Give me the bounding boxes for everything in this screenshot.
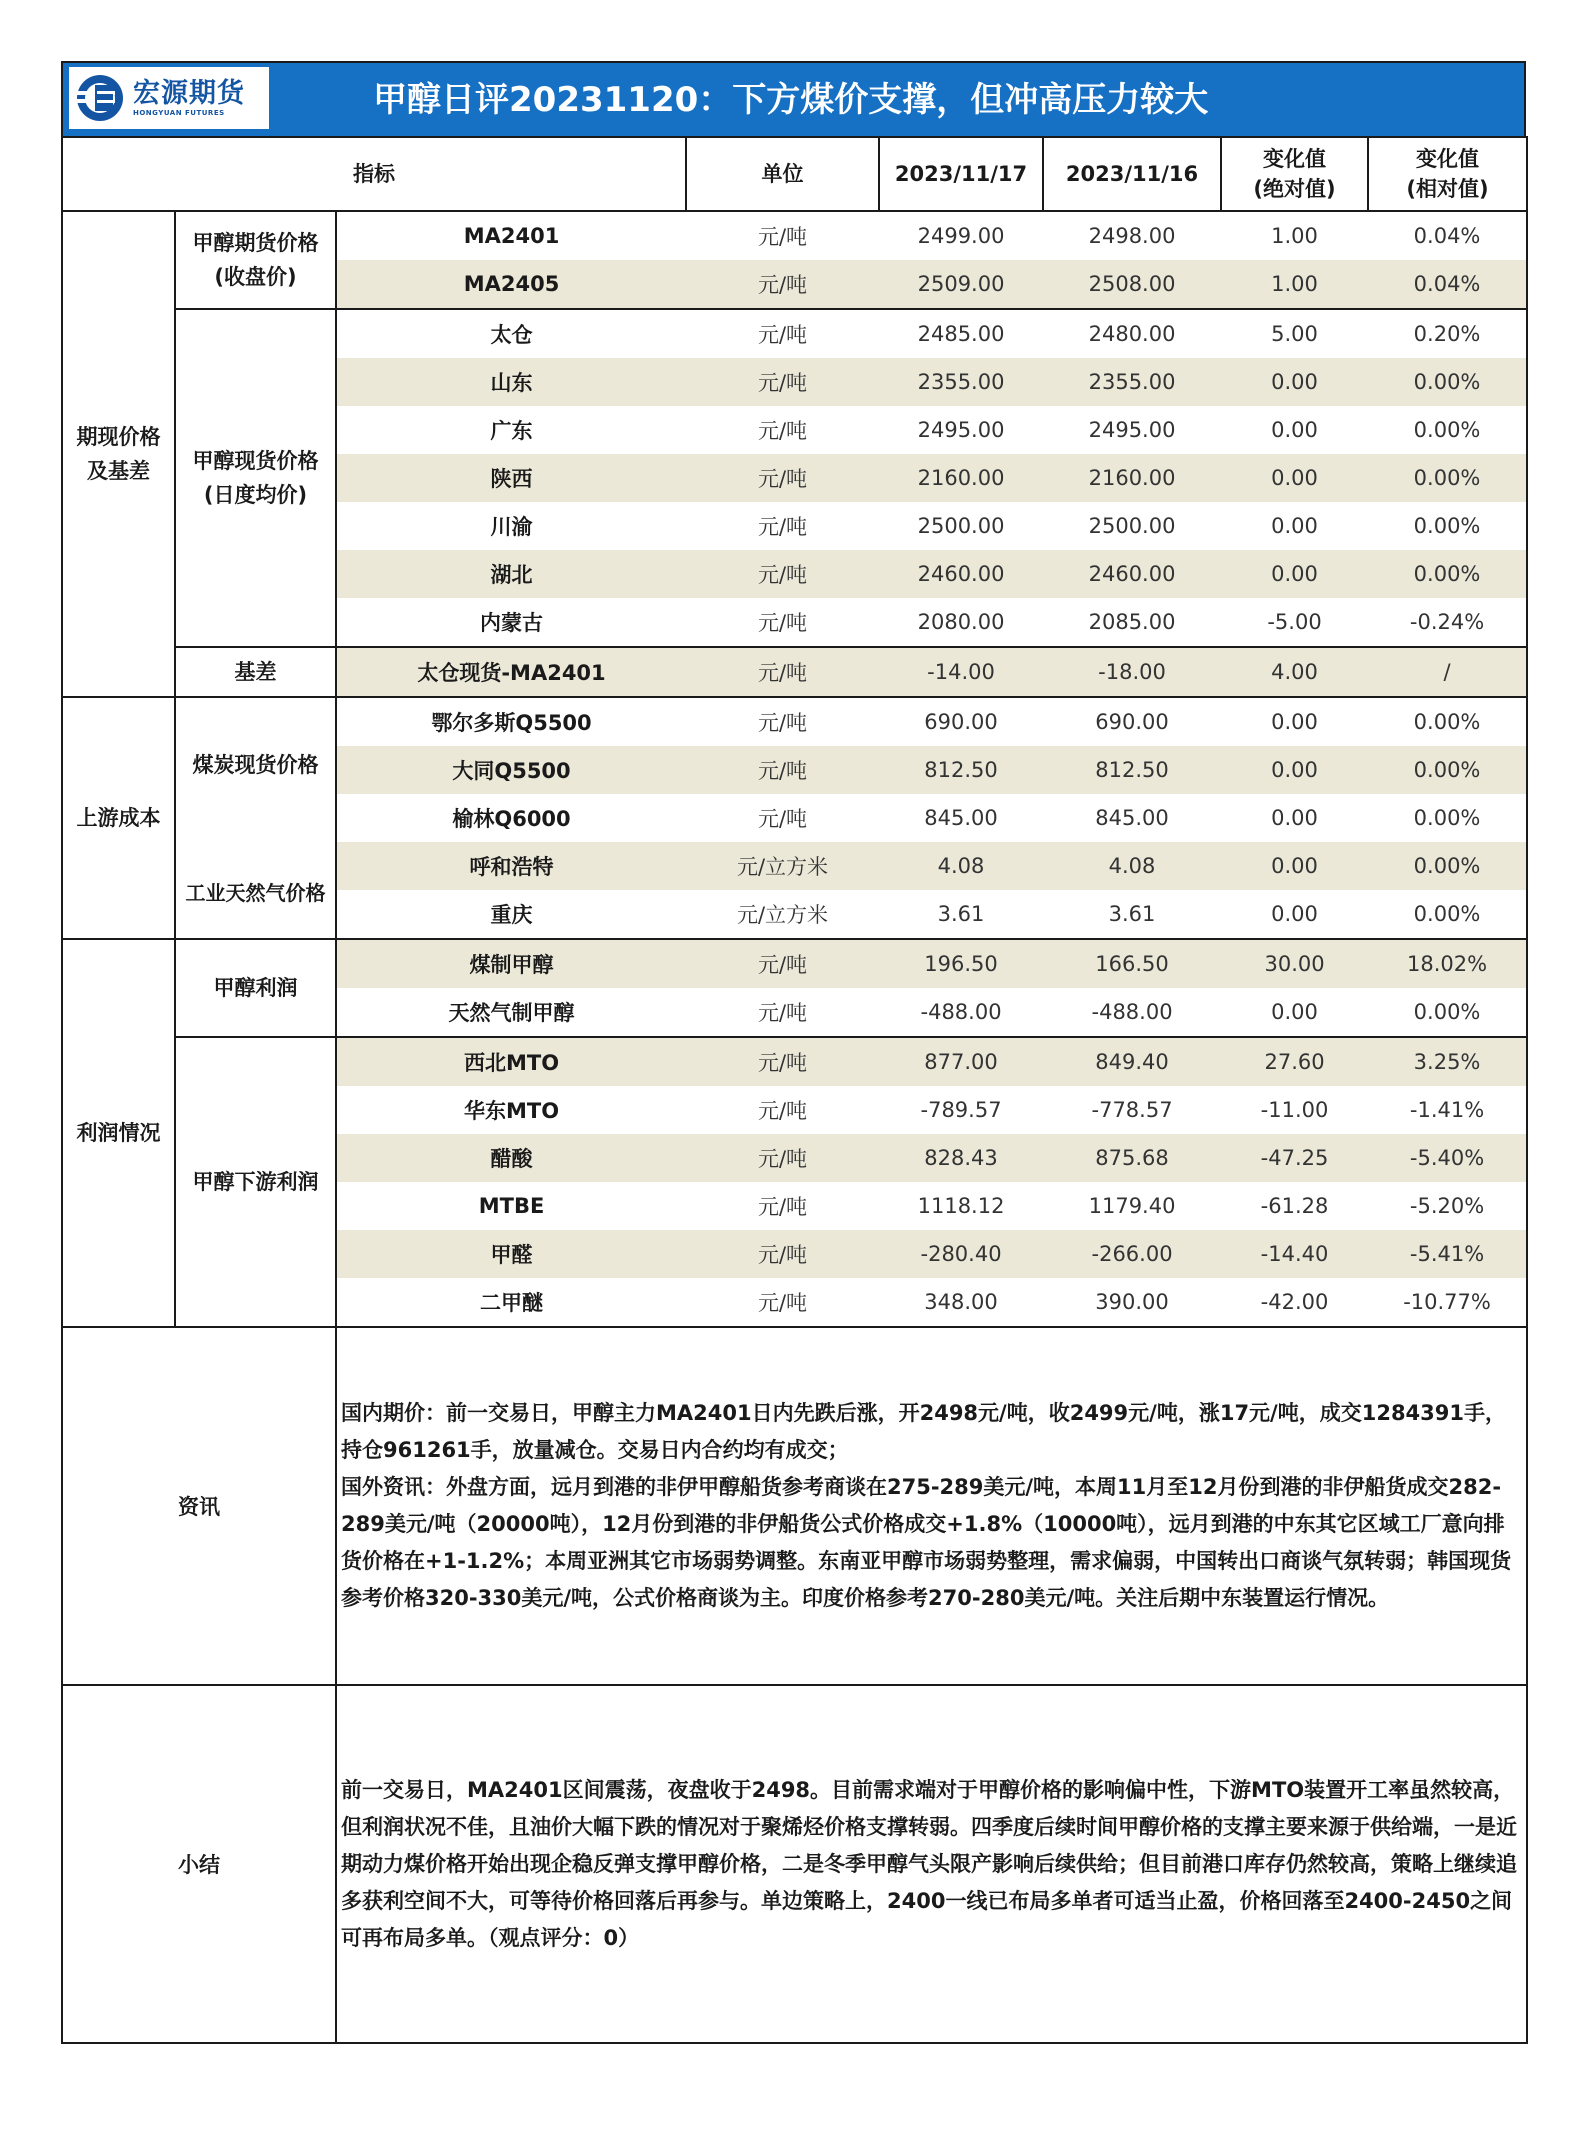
group-upstream-cost [62, 697, 175, 939]
row-unit: 元/吨 [686, 1037, 879, 1086]
row-unit: 元/吨 [686, 550, 879, 598]
row-unit: 元/吨 [686, 358, 879, 406]
row-value-date1: 348.00 [879, 1278, 1043, 1327]
row-indicator: 太仓现货-MA2401 [336, 647, 686, 697]
table-row [62, 1037, 1527, 1086]
col-change-rel [1368, 137, 1527, 211]
row-change-abs: 1.00 [1221, 211, 1368, 260]
row-value-date1: 1118.12 [917, 1194, 1005, 1218]
group-basis-label-1: 基差 [234, 660, 277, 684]
row-indicator: MA2405 [336, 260, 686, 309]
group-spot-price [175, 309, 336, 647]
row-change-abs: -61.28 [1260, 1194, 1329, 1218]
row-unit: 元/吨 [686, 939, 879, 988]
row-change-abs: 0.00 [1271, 514, 1318, 538]
row-change-abs: 0.00 [1221, 550, 1368, 598]
group-upstream-cost-label-1: 上游成本 [76, 806, 161, 830]
row-change-abs: 30.00 [1221, 939, 1368, 988]
row-value-date2: 2160.00 [1043, 454, 1221, 502]
row-change-rel: 0.00% [1368, 988, 1527, 1037]
row-change-rel: 0.00% [1368, 697, 1527, 746]
row-value-date2: 849.40 [1043, 1037, 1221, 1086]
row-value-date1: 812.50 [879, 746, 1043, 794]
row-value-date2: 390.00 [1043, 1278, 1221, 1327]
row-indicator: 内蒙古 [480, 611, 544, 635]
row-change-rel: 3.25% [1368, 1037, 1527, 1086]
row-indicator: 呼和浩特 [336, 842, 686, 890]
row-change-rel: 0.04% [1368, 211, 1527, 260]
group-coal-gas-price [175, 697, 336, 939]
row-change-abs: 0.00 [1221, 358, 1368, 406]
commentary-table [61, 1328, 1528, 2044]
news-body [336, 1328, 1527, 1685]
summary-row [62, 1685, 1527, 2043]
row-value-date2: 875.68 [1043, 1134, 1221, 1182]
row-indicator: 太仓 [336, 309, 686, 358]
table-header-row [62, 137, 1527, 211]
row-change-rel: 0.00% [1368, 746, 1527, 794]
row-indicator: 二甲醚 [336, 1278, 686, 1327]
row-unit: 元/吨 [686, 260, 879, 309]
row-value-date2: 2480.00 [1043, 309, 1221, 358]
row-unit: 元/吨 [757, 1099, 808, 1123]
row-indicator: 广东 [490, 419, 533, 443]
group-spot-price-label-1: 甲醇现货价格 [192, 449, 319, 473]
row-change-rel: 0.00% [1368, 502, 1527, 550]
group-price-basis-label-2: 及基差 [87, 459, 150, 483]
row-value-date1: 2495.00 [917, 418, 1005, 442]
col-change-abs [1221, 137, 1368, 211]
row-value-date2: 2508.00 [1043, 260, 1221, 309]
row-value-date2: -488.00 [1091, 1000, 1173, 1024]
row-change-abs: -11.00 [1260, 1098, 1329, 1122]
row-value-date2: 690.00 [1043, 697, 1221, 746]
row-value-date1: 4.08 [879, 842, 1043, 890]
row-change-rel: -5.41% [1368, 1230, 1527, 1278]
logo-icon [75, 73, 125, 123]
row-value-date1: 2485.00 [879, 309, 1043, 358]
row-change-abs: 0.00 [1271, 418, 1318, 442]
col-change-abs-line2: (绝对值) [1253, 177, 1336, 201]
group-price-basis-label-1: 期现价格 [76, 425, 161, 449]
row-value-date1: 196.50 [879, 939, 1043, 988]
row-change-abs: 0.00 [1221, 454, 1368, 502]
indicator-table [61, 136, 1528, 1328]
row-change-abs: 27.60 [1221, 1037, 1368, 1086]
row-indicator: 华东MTO [463, 1099, 560, 1123]
logo-text-cn: 宏源期货 [133, 78, 245, 109]
row-value-date1: 2355.00 [879, 358, 1043, 406]
row-indicator: MA2401 [336, 211, 686, 260]
row-change-rel: 0.00% [1368, 406, 1527, 454]
row-unit: 元/吨 [686, 309, 879, 358]
row-value-date2: 2085.00 [1088, 610, 1176, 634]
group-futures-price-label-2: (收盘价) [214, 265, 297, 289]
row-unit: 元/吨 [686, 1230, 879, 1278]
row-change-rel: 0.00% [1368, 358, 1527, 406]
row-indicator: 大同Q5500 [336, 746, 686, 794]
row-indicator: 川渝 [490, 515, 533, 539]
summary-body [336, 1685, 1527, 2043]
row-value-date1: -789.57 [920, 1098, 1002, 1122]
row-change-rel: -0.24% [1368, 598, 1527, 647]
report-title: 甲醇日评20231120：下方煤价支撑，但冲高压力较大 [373, 80, 1209, 120]
table-row [62, 211, 1527, 260]
row-value-date2: 2498.00 [1043, 211, 1221, 260]
news-label: 资讯 [62, 1328, 336, 1685]
row-unit: 元/吨 [686, 647, 879, 697]
row-value-date2: 1179.40 [1088, 1194, 1176, 1218]
group-gas-label: 工业天然气价格 [185, 881, 326, 905]
row-change-rel: 0.00% [1368, 454, 1527, 502]
group-spot-price-label-2: (日度均价) [203, 483, 308, 507]
row-change-rel: 0.00% [1368, 842, 1527, 890]
row-value-date1: 2509.00 [879, 260, 1043, 309]
report-sheet [61, 61, 1526, 2044]
report-header [61, 61, 1526, 136]
row-indicator: 陕西 [336, 454, 686, 502]
row-value-date2: -18.00 [1043, 647, 1221, 697]
summary-paragraph: 前一交易日，MA2401区间震荡，夜盘收于2498。目前需求端对于甲醇价格的影响偏中性，下游MTO装置开工率虽然较高，但利润状况不佳，且油价大幅下跌的情况对于聚烯烃价格支撑转弱。四季度后续时间甲醇价格的支撑主要来源于供给端，一是近期动力煤价格开始出现企稳反弹支撑甲醇价格，二是冬季甲醇气头限产影响后续供给；但目前港口库存仍然较高，策略上继续追多获利空间不大，可等待价格回落后再参与。单边策略上，2400一线已布局多单者可适当止盈，价格回落至2400-2450之间可再布局多单。（观点评分：0） [341, 1777, 1517, 1950]
table-row [62, 939, 1527, 988]
row-value-date1: -14.00 [879, 647, 1043, 697]
row-unit: 元/吨 [686, 1278, 879, 1327]
row-value-date1: 690.00 [879, 697, 1043, 746]
row-value-date1: 2500.00 [917, 514, 1005, 538]
row-indicator: 重庆 [490, 903, 533, 927]
row-change-abs: 0.00 [1221, 697, 1368, 746]
row-change-abs: -5.00 [1267, 610, 1322, 634]
row-value-date1: 2160.00 [879, 454, 1043, 502]
row-change-rel: 0.00% [1368, 550, 1527, 598]
group-profit [62, 939, 175, 1327]
group-downstream-profit [175, 1037, 336, 1327]
row-value-date1: -280.40 [879, 1230, 1043, 1278]
row-indicator: MTBE [478, 1194, 545, 1218]
row-unit: 元/吨 [757, 515, 808, 539]
group-profit-label-1: 利润情况 [76, 1121, 161, 1145]
table-body [62, 211, 1527, 1327]
group-futures-price-label-1: 甲醇期货价格 [192, 231, 319, 255]
news-paragraph-overseas: 国外资讯：外盘方面，远月到港的非伊甲醇船货参考商谈在275-289美元/吨，本周11月至12月份到港的非伊船货成交282-289美元/吨（20000吨），12月份到港的非伊船货公式价格成交+1.8%（10000吨），远月到港的中东其它区域工厂意向排货价格在+1-1.2%；本周亚洲其它市场弱势调整。东南亚甲醇市场弱势整理，需求偏弱，中国转出口商谈气氛转弱；韩国现货参考价格320-330美元/吨，公式价格商谈为主。印度价格参考270-280美元/吨。关注后期中东装置运行情况。 [341, 1475, 1512, 1610]
row-change-rel: 18.02% [1368, 939, 1527, 988]
row-value-date2: 2355.00 [1043, 358, 1221, 406]
row-indicator: 鄂尔多斯Q5500 [336, 697, 686, 746]
row-value-date2: 812.50 [1043, 746, 1221, 794]
row-change-rel: -1.41% [1368, 1086, 1527, 1134]
row-value-date2: 2500.00 [1088, 514, 1176, 538]
row-unit: 元/吨 [757, 1195, 808, 1219]
col-date1: 2023/11/17 [879, 137, 1043, 211]
row-unit: 元/立方米 [686, 842, 879, 890]
row-change-abs: -14.40 [1221, 1230, 1368, 1278]
news-paragraph-domestic: 国内期价：前一交易日，甲醇主力MA2401日内先跌后涨，开2498元/吨，收2499元/吨，涨17元/吨，成交1284391手，持仓961261手，放量减仓。交易日内合约均有成交； [341, 1401, 1507, 1462]
col-change-abs-line1: 变化值 [1263, 147, 1327, 171]
row-change-abs: 0.00 [1221, 746, 1368, 794]
row-change-abs: 5.00 [1221, 309, 1368, 358]
row-value-date1: 828.43 [879, 1134, 1043, 1182]
col-indicator: 指标 [62, 137, 686, 211]
row-change-rel: -10.77% [1368, 1278, 1527, 1327]
row-change-abs: 1.00 [1221, 260, 1368, 309]
table-row [62, 309, 1527, 358]
row-value-date1: 2080.00 [917, 610, 1005, 634]
col-change-rel-line2: (相对值) [1406, 177, 1489, 201]
news-row [62, 1328, 1527, 1685]
row-indicator: 山东 [336, 358, 686, 406]
row-indicator: 西北MTO [336, 1037, 686, 1086]
row-value-date2: -778.57 [1091, 1098, 1173, 1122]
row-change-abs: 0.00 [1271, 806, 1318, 830]
row-value-date2: 845.00 [1095, 806, 1169, 830]
row-unit: 元/吨 [757, 611, 808, 635]
row-unit: 元/吨 [686, 211, 879, 260]
col-change-rel-line1: 变化值 [1416, 147, 1480, 171]
row-indicator: 醋酸 [336, 1134, 686, 1182]
row-indicator: 湖北 [336, 550, 686, 598]
row-value-date1: 3.61 [937, 902, 985, 926]
row-unit: 元/吨 [757, 419, 808, 443]
group-price-basis [62, 211, 175, 697]
row-value-date2: 2495.00 [1088, 418, 1176, 442]
row-change-abs: 4.00 [1221, 647, 1368, 697]
row-change-abs: -42.00 [1221, 1278, 1368, 1327]
table-row [62, 697, 1527, 746]
row-change-rel: -5.40% [1368, 1134, 1527, 1182]
row-value-date2: 2460.00 [1043, 550, 1221, 598]
row-value-date1: 877.00 [879, 1037, 1043, 1086]
group-basis [175, 647, 336, 697]
row-change-rel: -5.20% [1368, 1182, 1527, 1230]
row-value-date2: 166.50 [1043, 939, 1221, 988]
row-unit: 元/吨 [686, 454, 879, 502]
row-value-date1: 2499.00 [879, 211, 1043, 260]
row-value-date2: -266.00 [1043, 1230, 1221, 1278]
row-unit: 元/立方米 [736, 903, 829, 927]
row-change-rel: / [1368, 647, 1527, 697]
row-value-date1: -488.00 [920, 1000, 1002, 1024]
row-change-abs: 0.00 [1221, 842, 1368, 890]
logo-text-en: HONGYUAN FUTURES [133, 109, 225, 117]
row-unit: 元/吨 [686, 746, 879, 794]
row-value-date1: 845.00 [924, 806, 998, 830]
row-change-rel: 0.20% [1368, 309, 1527, 358]
row-value-date1: 2460.00 [879, 550, 1043, 598]
row-change-abs: -47.25 [1221, 1134, 1368, 1182]
summary-label: 小结 [62, 1685, 336, 2043]
row-value-date2: 4.08 [1043, 842, 1221, 890]
row-unit: 元/吨 [757, 807, 808, 831]
col-unit: 单位 [686, 137, 879, 211]
group-methanol-profit-label-1: 甲醇利润 [213, 976, 298, 1000]
row-indicator: 天然气制甲醇 [448, 1001, 575, 1025]
row-change-rel: 0.00% [1368, 890, 1527, 939]
row-indicator: 煤制甲醇 [336, 939, 686, 988]
row-change-rel: 0.00% [1368, 794, 1527, 842]
row-indicator: 榆林Q6000 [452, 807, 571, 831]
table-row [62, 647, 1527, 697]
row-change-abs: 0.00 [1271, 902, 1318, 926]
col-date2: 2023/11/16 [1043, 137, 1221, 211]
row-unit: 元/吨 [757, 1001, 808, 1025]
row-unit: 元/吨 [686, 697, 879, 746]
group-downstream-profit-label-1: 甲醇下游利润 [192, 1170, 319, 1194]
row-value-date2: 3.61 [1108, 902, 1156, 926]
row-indicator: 甲醛 [336, 1230, 686, 1278]
row-unit: 元/吨 [686, 1134, 879, 1182]
row-change-rel: 0.04% [1368, 260, 1527, 309]
group-coal-label: 煤炭现货价格 [192, 753, 319, 777]
company-logo [69, 67, 269, 129]
group-futures-price [175, 211, 336, 309]
row-change-abs: 0.00 [1271, 1000, 1318, 1024]
group-methanol-profit [175, 939, 336, 1037]
